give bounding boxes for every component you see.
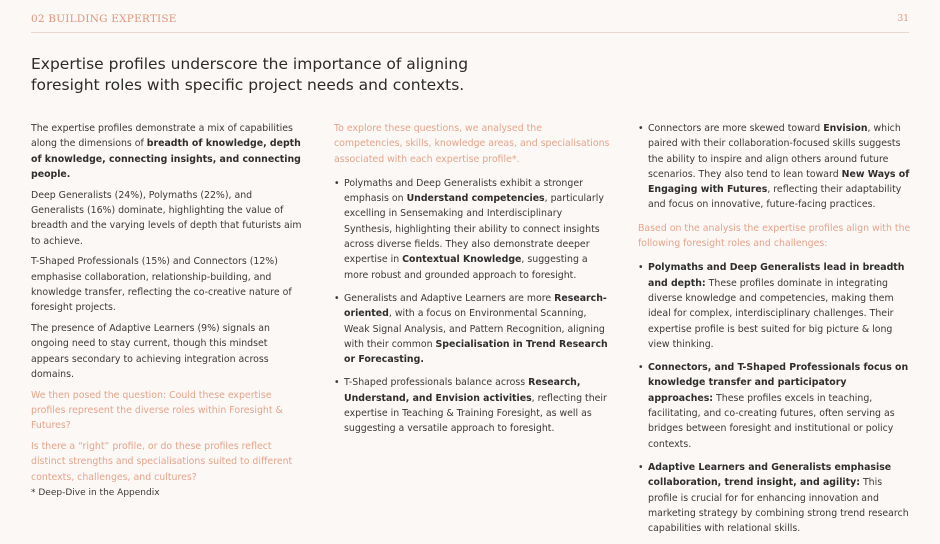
text: This profile is crucial for for enhancing innovation and marketing strategy by combining strong trend research capabilities with relational skills. [648,477,909,535]
text: , reflecting their expertise in Teaching & Training Foresight, as well as suggesting a versatile approach to foresight. [344,392,607,435]
column-middle [334,121,610,445]
list-item [334,291,610,367]
paragraph-adaptive-learners: The presence of Adaptive Learners (9%) signals an ongoing need to stay current, though this mindset appears secondary to achieving integration across domains. [31,323,270,380]
text: , suggesting a more robust and grounded approach to foresight. [344,254,588,281]
bold-text: Specialisation in Trend Research or Forecasting. [344,338,608,366]
bold-text: breadth of knowledge, depth of knowledge, connecting insights, and connecting people. [31,138,301,180]
bullet-icon: • [334,177,340,189]
text: , reflecting their adaptability and focus on innovative, future-facing practices. [648,184,902,211]
bullet-icon: • [638,123,644,134]
bullet-icon: • [638,362,644,374]
text: Connectors are more skewed toward [648,123,824,134]
list-item [638,121,914,213]
bold-text: Polymaths and Deep Generalists lead in breadth and depth: [648,262,905,289]
analysis-list [334,176,610,437]
text: , which paired with their collaboration-focused skills suggests the ability to inspire and align others around future scenarios. They also tend to lean toward [648,123,901,180]
section-label: 02 BUILDING EXPERTISE [31,13,177,25]
roles-intro: Based on the analysis the expertise profiles align with the following foresight roles and challenges: [638,222,911,250]
bold-text: Adaptive Learners and Generalists emphasise collaboration, trend insight, and agility: [648,461,892,489]
bold-text: Contextual Knowledge [402,254,522,266]
paragraph-deep-generalists: Deep Generalists (24%), Polymaths (22%), and Generalists (16%) dominate, highlighting the value of breadth and the varying levels of depth that futurists aim to achieve. [31,189,302,247]
text: T-Shaped professionals balance across [344,377,529,389]
page-header [31,12,909,33]
text: Polymaths and Deep Generalists exhibit a stronger emphasis on [344,177,583,205]
analysis-intro: To explore these questions, we analysed the competencies, skills, knowledge areas, and specialisations associated with each expertise profile*. [334,123,610,165]
question-right-profile: Is there a “right” profile, or do these profiles reflect distinct strengths and specialisations suited to different contexts, challenges, and cultures? [31,441,293,483]
page-number: 31 [897,14,909,24]
footnote: * Deep-Dive in the Appendix [31,488,160,498]
bullet-icon: • [334,292,340,304]
bold-text: Research, Understand, and Envision activities [344,377,581,404]
list-item [638,260,914,352]
bold-text: Research-oriented [344,292,607,320]
bold-text: Envision [823,123,868,134]
list-item [638,360,914,452]
bullet-icon: • [638,461,644,473]
bullet-icon: • [334,377,340,389]
column-left [31,121,306,491]
text: These profiles excels in teaching, facilitating, and co-creating futures, often serving as bridges between foresight and institutional or policy contexts. [648,392,895,450]
bold-text: New Ways of Engaging with Futures [648,168,910,196]
bold-text: Connectors, and T-Shaped Professionals focus on knowledge transfer and participatory approaches: [648,362,909,404]
page-title: Expertise profiles underscore the importance of aligning foresight roles with specific project needs and contexts. [31,55,469,94]
text: These profiles dominate in integrating diverse knowledge and competencies, making them ideal for complex, interdisciplinary challenges. Their expertise profile is best suited for big picture & long view thinking. [648,277,894,350]
list-item [638,460,914,536]
bullet-icon: • [638,262,644,274]
connectors-list [638,121,914,213]
text: , with a focus on Environmental Scanning, Weak Signal Analysis, and Pattern Recognition, aligning with their common [344,308,605,350]
paragraph-t-shaped: T-Shaped Professionals (15%) and Connectors (12%) emphasise collaboration, relationship-building, and knowledge transfer, reflecting the co-creative nature of foresight projects. [31,256,292,314]
list-item [334,375,610,436]
question-roles: We then posed the question: Could these expertise profiles represent the diverse roles within Foresight & Futures? [31,389,283,432]
text: The expertise profiles demonstrate a mix of capabilities along the dimensions of [31,123,293,150]
list-item [334,176,610,283]
roles-list [638,260,914,536]
text: , particularly excelling in Sensemaking and Interdisciplinary Synthesis, highlighting their ability to connect insights across diverse fields. They also demonstrate deeper expertise in [344,193,604,266]
column-right [638,121,914,544]
bold-text: Understand competencies [406,193,545,205]
paragraph-overview [31,121,306,182]
text: Generalists and Adaptive Learners are more [344,292,555,304]
